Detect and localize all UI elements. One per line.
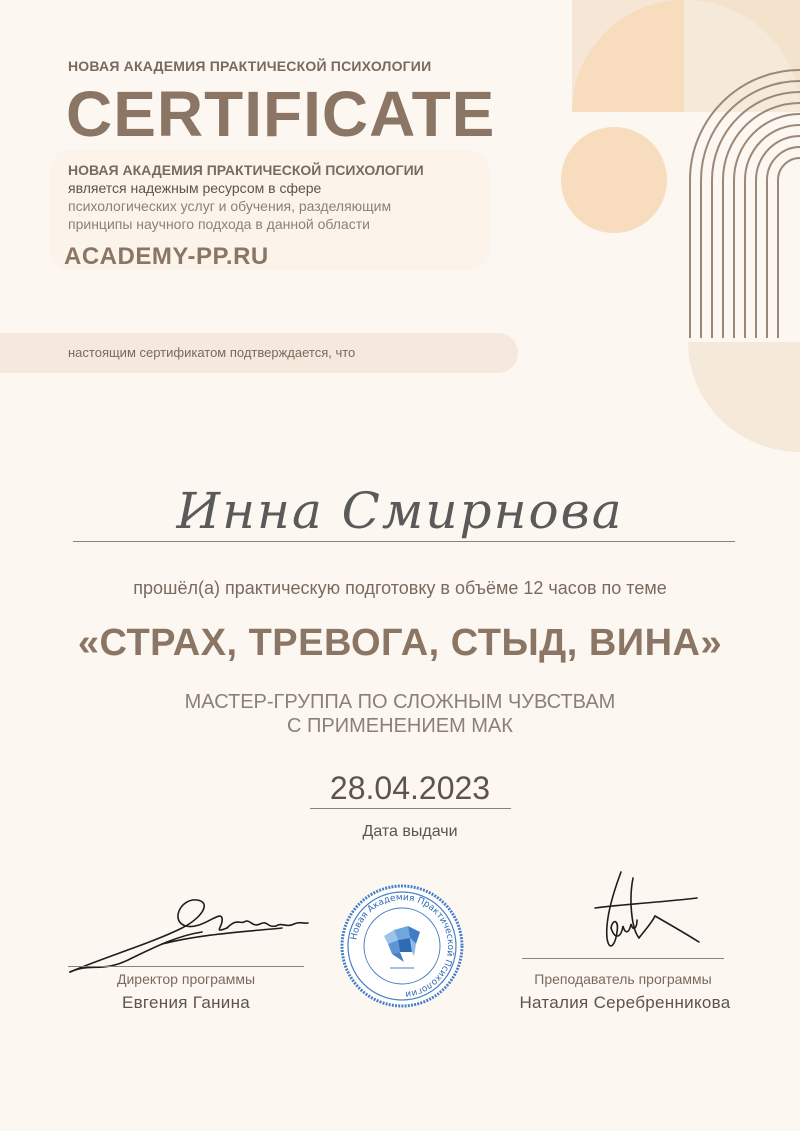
director-signature-line <box>68 966 304 967</box>
description-line: является надежным ресурсом в сфере <box>68 180 322 196</box>
teacher-signature <box>585 868 705 956</box>
issue-date-label: Дата выдачи <box>362 823 458 840</box>
date-underline <box>310 808 511 809</box>
director-name: Евгения Ганина <box>121 993 251 1012</box>
name-underline <box>73 541 735 542</box>
course-topic: «СТРАХ, ТРЕВОГА, СТЫД, ВИНА» <box>77 622 723 664</box>
academy-stamp <box>338 882 466 1010</box>
description-line: принципы научного подхода в данной области <box>68 216 370 232</box>
subtitle-line: С ПРИМЕНЕНИЕМ МАК <box>287 715 513 737</box>
course-subtitle <box>0 690 800 738</box>
description-line: психологических услуг и обучения, разделяющим <box>68 198 392 214</box>
teacher-signature-line <box>522 958 724 959</box>
subtitle-line: МАСТЕР-ГРУППА ПО СЛОЖНЫМ ЧУВСТВАМ <box>184 691 616 713</box>
recipient-name: Инна Смирнова <box>176 482 624 540</box>
teacher-role: Преподаватель программы <box>534 971 712 987</box>
issue-date: 28.04.2023 <box>329 770 491 806</box>
certificate-title: CERTIFICATE <box>66 78 496 150</box>
academy-description <box>68 161 488 233</box>
website-link[interactable]: ACADEMY-PP.RU <box>64 243 269 270</box>
confirm-text: настоящим сертификатом подтверждается, что <box>68 345 356 360</box>
director-role: Директор программы <box>116 971 256 987</box>
academy-name: НОВАЯ АКАДЕМИЯ ПРАКТИЧЕСКОЙ ПСИХОЛОГИИ <box>68 58 432 74</box>
description-line: НОВАЯ АКАДЕМИЯ ПРАКТИЧЕСКОЙ ПСИХОЛОГИИ <box>68 162 424 178</box>
stamp-ring-text: Новая Академия Практической Психологии <box>349 892 456 999</box>
teacher-name: Наталия Серебренникова <box>519 993 731 1012</box>
completion-statement: прошёл(а) практическую подготовку в объёме 12 часов по теме <box>133 578 667 598</box>
